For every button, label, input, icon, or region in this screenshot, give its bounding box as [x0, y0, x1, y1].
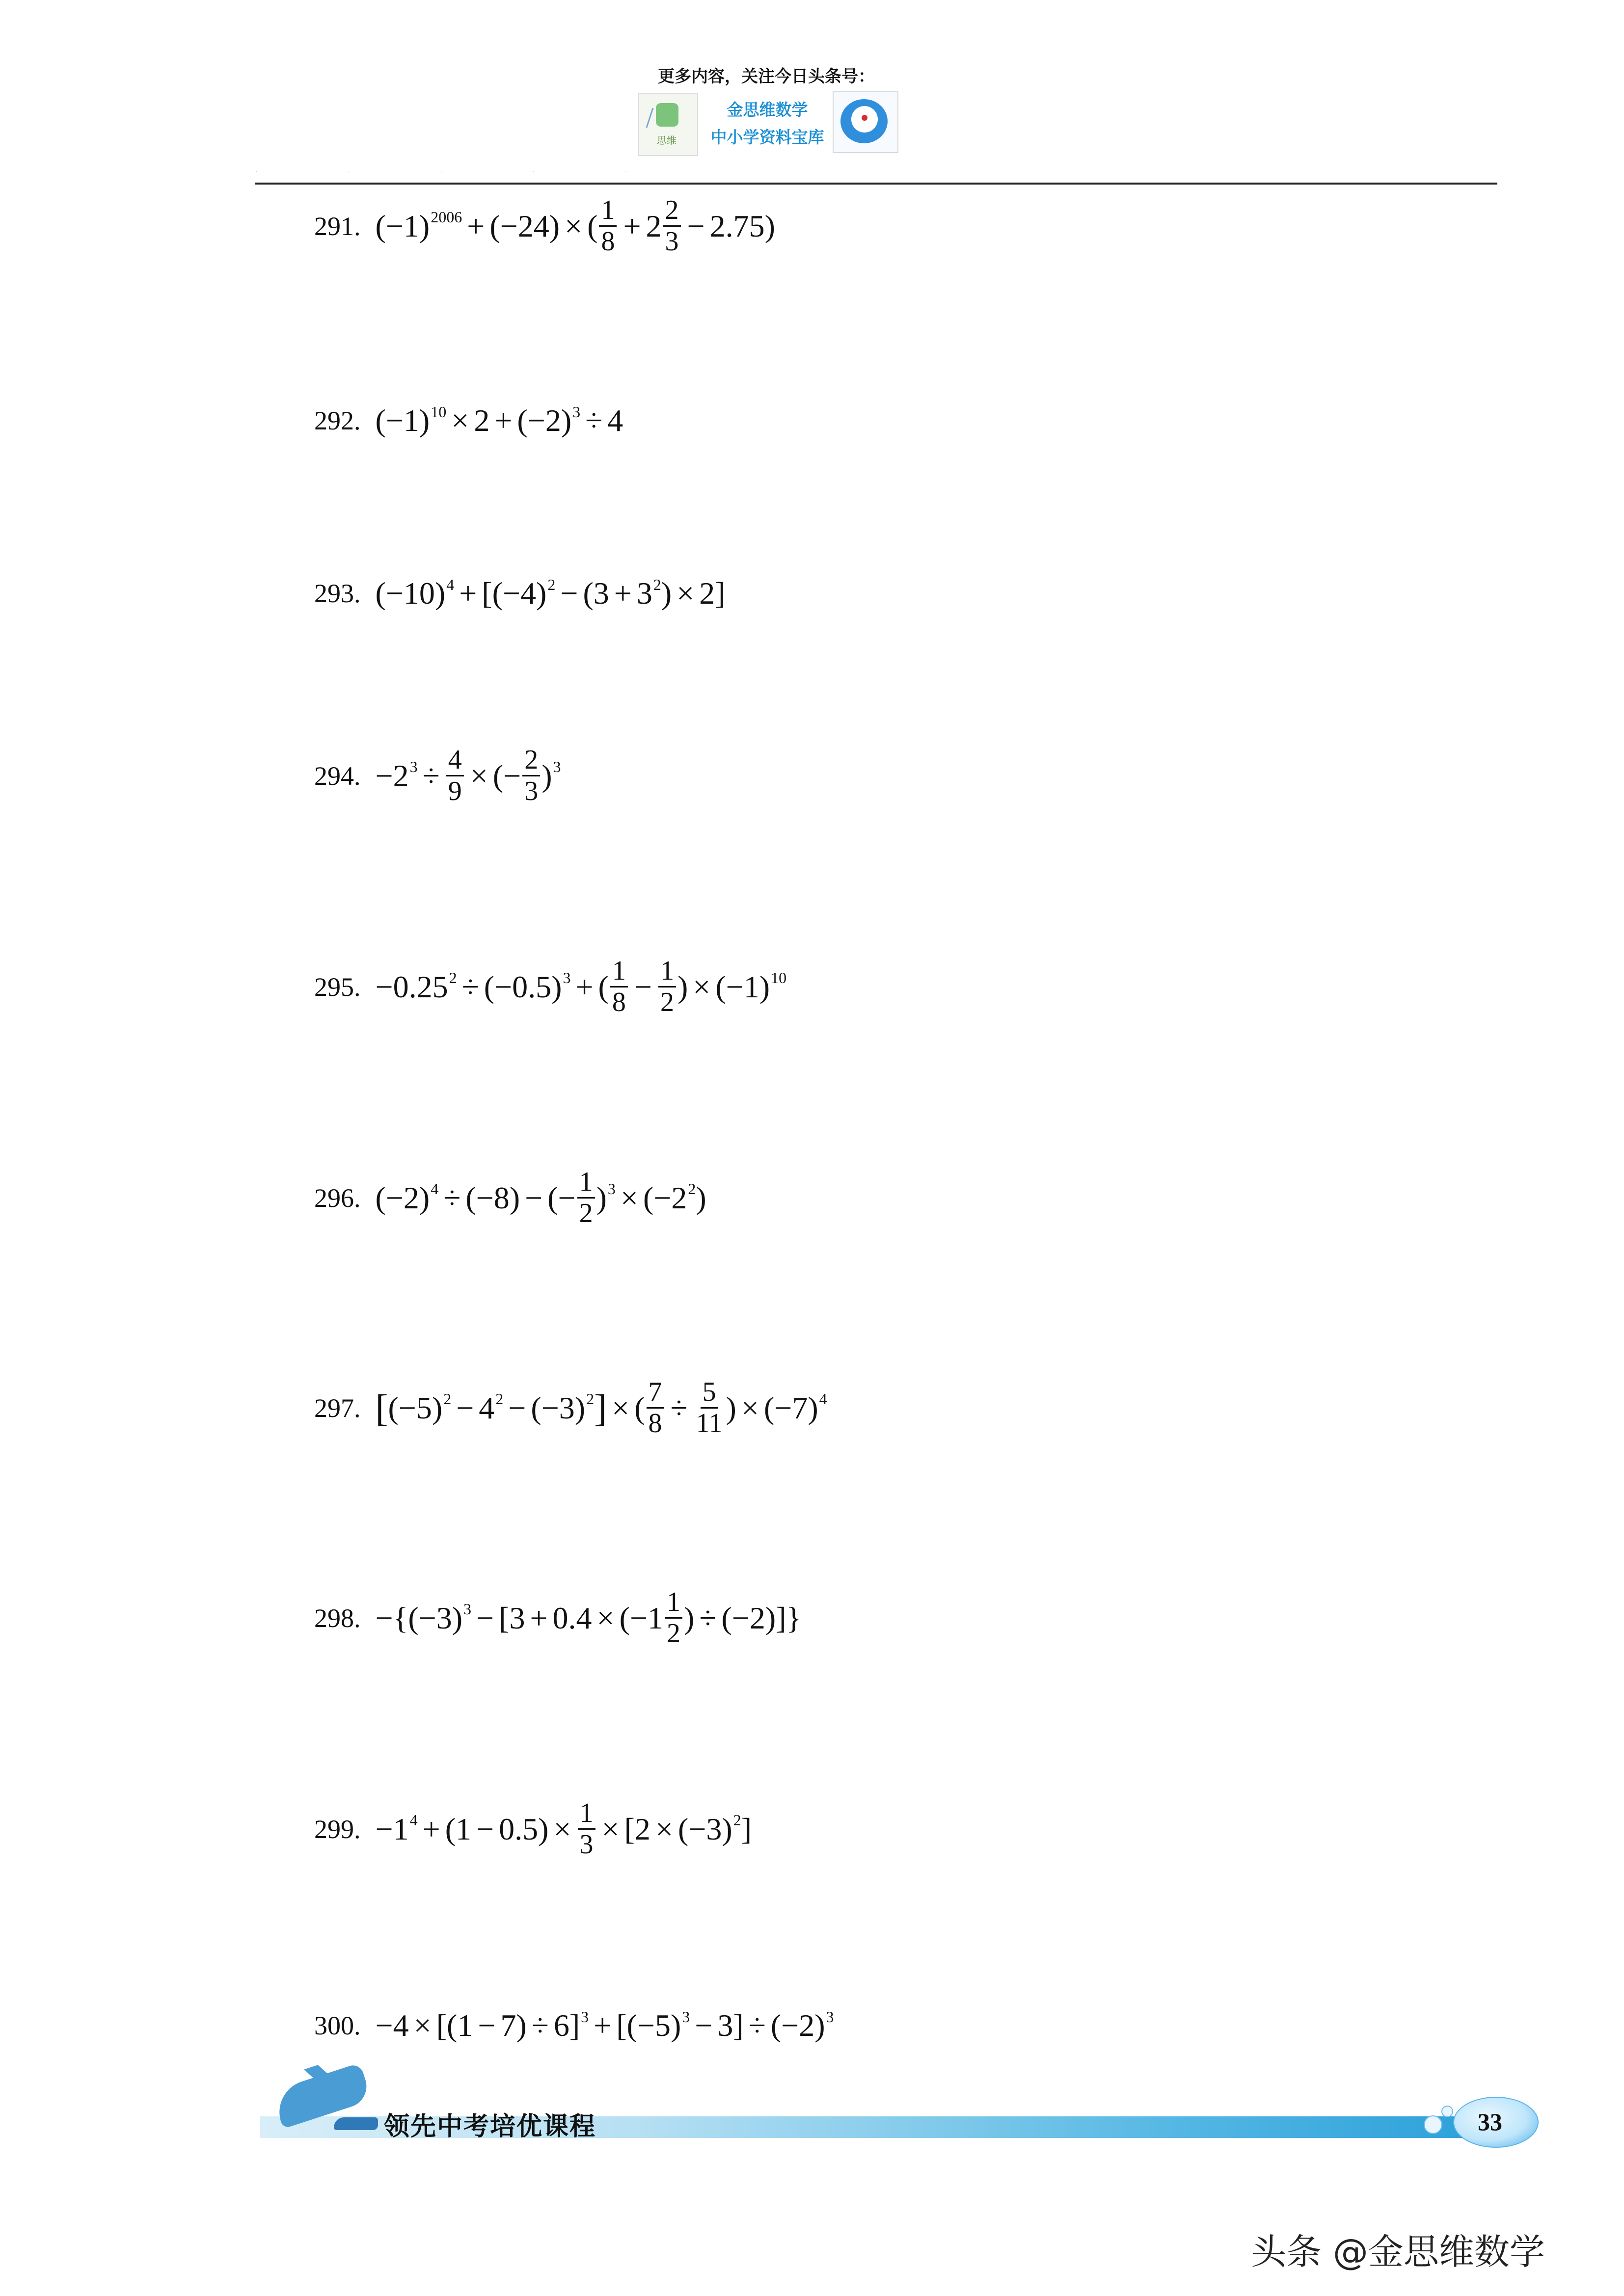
problem-296: 296. $(-2)^4$ ÷ (−8) − (− $\frac{1}{2}$ )$^3$ × $(-2^2)$: [314, 1167, 706, 1229]
doraemon-logo-icon: [833, 91, 898, 153]
problem-299: 299. $-1^4$ + (1 − 0.5) × $\frac{1}{3}$ × [2 × $(-3)^2$]: [314, 1798, 752, 1860]
problem-number: 298.: [314, 1603, 361, 1633]
left-logo-icon: [638, 93, 698, 156]
watermark: 头条 @金思维数学: [1251, 2231, 1545, 2272]
left-logo-caption: 思维: [657, 134, 677, 146]
bubble-icon: [1441, 2106, 1453, 2117]
small-dolphin-icon: [334, 2117, 378, 2130]
problem-294: 294. $-2^3$ ÷ $\frac{4}{9}$ × (− $\frac{2}{3}$ )$^3$: [314, 745, 561, 807]
problem-300: 300. −4 × [(1 − 7) ÷ 6]$^3$ + [$(-5)^3$ − 3] ÷ $(-2)^3$: [314, 2007, 834, 2043]
problem-number: 300.: [314, 2011, 361, 2040]
problem-number: 291.: [314, 211, 361, 241]
problem-292: 292. $(-1)^{10}$ × 2 + $(-2)^3$ ÷ 4: [314, 402, 623, 438]
promo-text: 更多内容，关注今日头条号：: [658, 67, 875, 86]
problem-number: 293.: [314, 579, 361, 608]
problem-295: 295. $-0.25^2$ ÷ $(-0.5)^3$ + ( $\frac{1}{8}$ − $\frac{1}{2}$ ) × $(-1)^{10}$: [314, 956, 787, 1018]
problem-297: 297. [ $(-5)^2$ − $4^2$ − $(-3)^2$ ] × ( $\frac{7}{8}$ ÷ $\frac{5}{11}$ ) × $(-7)^4$: [314, 1377, 827, 1439]
problem-number: 297.: [314, 1393, 361, 1423]
brand-name: 金思维数学: [727, 100, 808, 119]
problem-number: 299.: [314, 1814, 361, 1844]
problem-number: 292.: [314, 406, 361, 435]
brand-block: [706, 96, 829, 151]
problem-number: 294.: [314, 761, 361, 791]
problem-number: 295.: [314, 972, 361, 1002]
ruler-ticks: · · · · ·: [255, 169, 672, 176]
header-rule: [255, 183, 1497, 185]
problem-293: 293. $(-10)^4$ + [$(-4)^2$ − (3 + $3^2$) × 2]: [314, 575, 726, 611]
course-title: 领先中考培优课程: [384, 2112, 596, 2141]
problem-298: 298. $-\{(-3)^3$ − [3 + 0.4 × (−1 $\frac{1}{2}$ ) ÷ (−2)]}: [314, 1587, 802, 1649]
page-number: 33: [1478, 2108, 1502, 2136]
problem-291: 291. $(-1)^{2006}$ + (−24) × ( $\frac{1}{8}$ + 2 $\frac{2}{3}$ − 2.75): [314, 195, 775, 257]
brand-tagline: 中小学资料宝库: [710, 128, 824, 147]
problem-number: 296.: [314, 1183, 361, 1213]
bubble-icon: [1424, 2115, 1442, 2134]
